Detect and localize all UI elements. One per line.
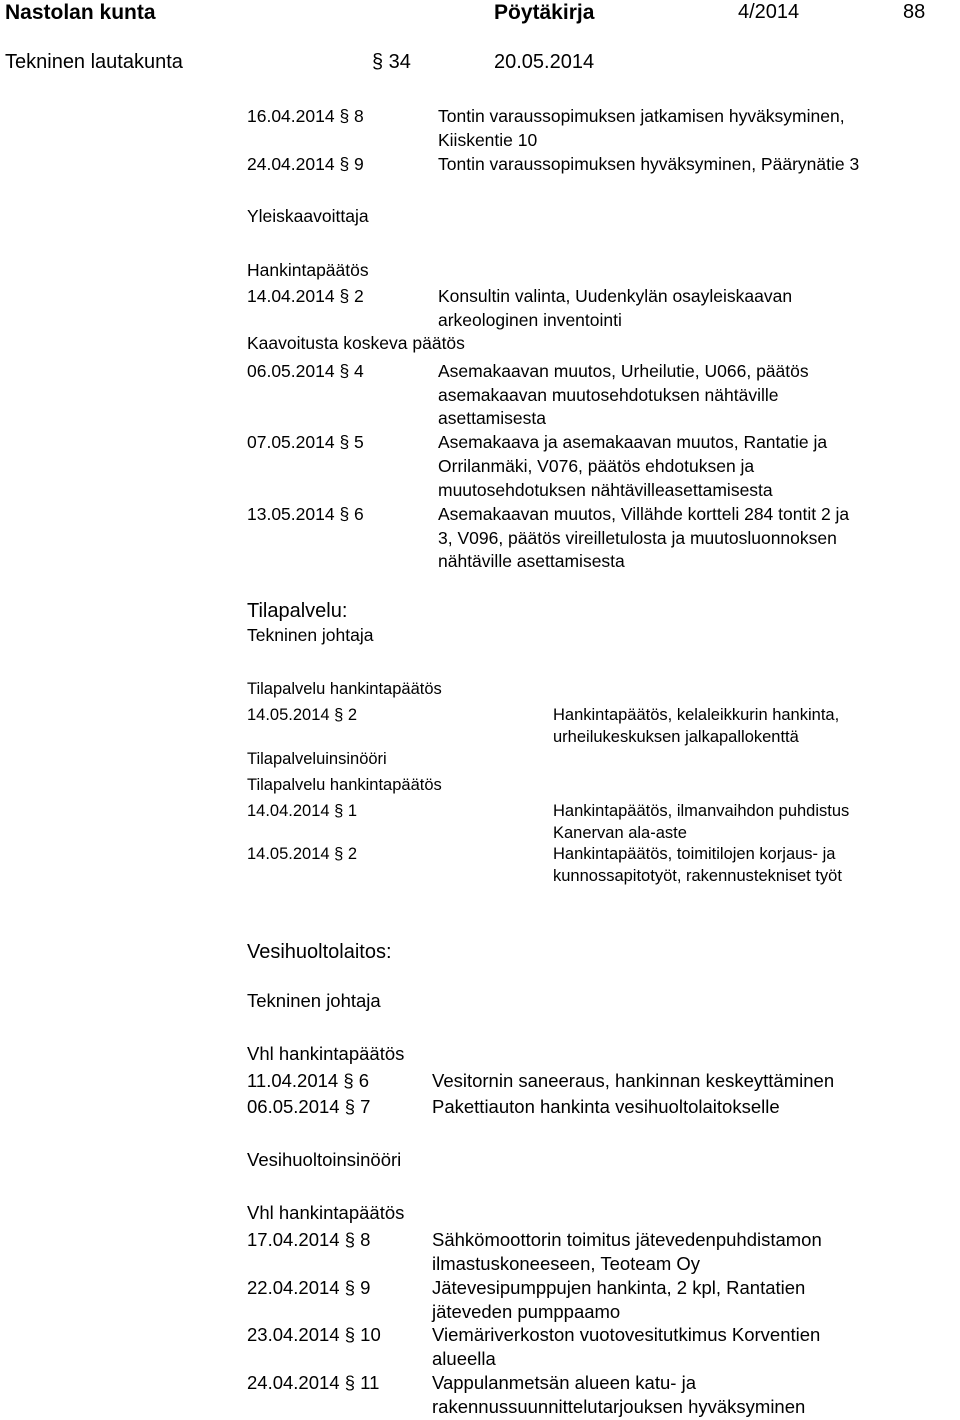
vesihuolto-heading: Vesihuoltolaitos: [247,941,392,963]
decision-text: Tontin varaussopimuksen jatkamisen hyväksyminen, [438,106,845,126]
decision-text: arkeologinen inventointi [438,310,622,330]
decision-text: Jätevesipumppujen hankinta, 2 kpl, Rantatien [432,1277,806,1298]
decision-text: Hankintapäätös, kelaleikkurin hankinta, [553,706,840,724]
decision-text: Vappulanmetsän alueen katu- ja [432,1372,696,1393]
decision-text: Asemakaavan muutos, Villähde kortteli 284 tontit 2 ja [438,504,850,524]
board-name: Tekninen lautakunta [5,51,183,73]
decision-text: Hankintapäätös, ilmanvaihdon puhdistus [553,802,850,820]
decision-ref: 06.05.2014 § 4 [247,361,364,381]
section-subheading: Tilapalvelu hankintapäätös [247,680,442,698]
decision-text: Kiiskentie 10 [438,130,538,150]
decision-ref: 22.04.2014 § 9 [247,1277,371,1298]
decision-ref: 14.05.2014 § 2 [247,706,358,724]
decision-text: Konsultin valinta, Uudenkylän osayleiskaavan [438,286,793,306]
decision-ref: 06.05.2014 § 7 [247,1096,371,1117]
decision-text: 3, V096, päätös vireilletulosta ja muutosluonnoksen [438,528,837,548]
decision-text: Hankintapäätös, toimitilojen korjaus- ja [553,845,836,863]
decision-text: muutosehdotuksen nähtävilleasettamisesta [438,480,773,500]
section-subheading: Hankintapäätös [247,260,369,280]
role-label: Tekninen johtaja [247,625,374,645]
decision-text: alueella [432,1348,496,1369]
decision-ref: 24.04.2014 § 9 [247,154,364,174]
decision-ref: 24.04.2014 § 11 [247,1372,380,1393]
decision-text: asettamisesta [438,408,546,428]
decision-ref: 13.05.2014 § 6 [247,504,364,524]
decision-ref: 17.04.2014 § 8 [247,1229,371,1250]
decision-text: Vesitornin saneeraus, hankinnan keskeyttäminen [432,1070,835,1091]
decision-text: Pakettiauton hankinta vesihuoltolaitokselle [432,1096,780,1117]
decision-text: Kanervan ala-aste [553,824,687,842]
decision-ref: 23.04.2014 § 10 [247,1324,381,1345]
decision-text: Viemäriverkoston vuotovesitutkimus Korventien [432,1324,821,1345]
document-number: 4/2014 [738,1,800,23]
role-label: Vesihuoltoinsinööri [247,1149,402,1170]
decision-ref: 14.04.2014 § 1 [247,802,358,820]
section-subheading: Tilapalvelu hankintapäätös [247,776,442,794]
section-subheading: Kaavoitusta koskeva päätös [247,333,465,353]
role-label: Tekninen johtaja [247,990,381,1011]
section-number: § 34 [372,51,411,73]
decision-text: Tontin varaussopimuksen hyväksyminen, Päärynätie 3 [438,154,860,174]
page-number: 88 [903,1,926,23]
decision-text: rakennussuunnittelutarjouksen hyväksyminen [432,1396,806,1417]
role-label: Yleiskaavoittaja [247,206,369,226]
decision-ref: 14.04.2014 § 2 [247,286,364,306]
decision-ref: 16.04.2014 § 8 [247,106,364,126]
decision-text: Orrilanmäki, V076, päätös ehdotuksen ja [438,456,755,476]
meeting-date: 20.05.2014 [494,51,595,73]
decision-text: Asemakaavan muutos, Urheilutie, U066, päätös [438,361,809,381]
decision-text: ilmastuskoneeseen, Teoteam Oy [432,1253,701,1274]
decision-ref: 11.04.2014 § 6 [247,1070,370,1091]
decision-ref: 07.05.2014 § 5 [247,432,364,452]
role-label: Tilapalveluinsinööri [247,750,387,768]
decision-text: kunnossapitotyöt, rakennustekniset työt [553,867,842,885]
decision-text: urheilukeskuksen jalkapallokenttä [553,728,799,746]
decision-text: jäteveden pumppaamo [432,1301,621,1322]
document-type: Pöytäkirja [494,1,595,24]
tilapalvelu-heading: Tilapalvelu: [247,600,348,622]
section-subheading: Vhl hankintapäätös [247,1202,405,1223]
decision-text: Sähkömoottorin toimitus jätevedenpuhdistamon [432,1229,822,1250]
decision-text: nähtäville asettamisesta [438,551,625,571]
decision-text: asemakaavan muutosehdotuksen nähtäville [438,385,779,405]
decision-ref: 14.05.2014 § 2 [247,845,358,863]
municipality-name: Nastolan kunta [5,1,156,24]
decision-text: Asemakaava ja asemakaavan muutos, Rantatie ja [438,432,828,452]
section-subheading: Vhl hankintapäätös [247,1043,405,1064]
